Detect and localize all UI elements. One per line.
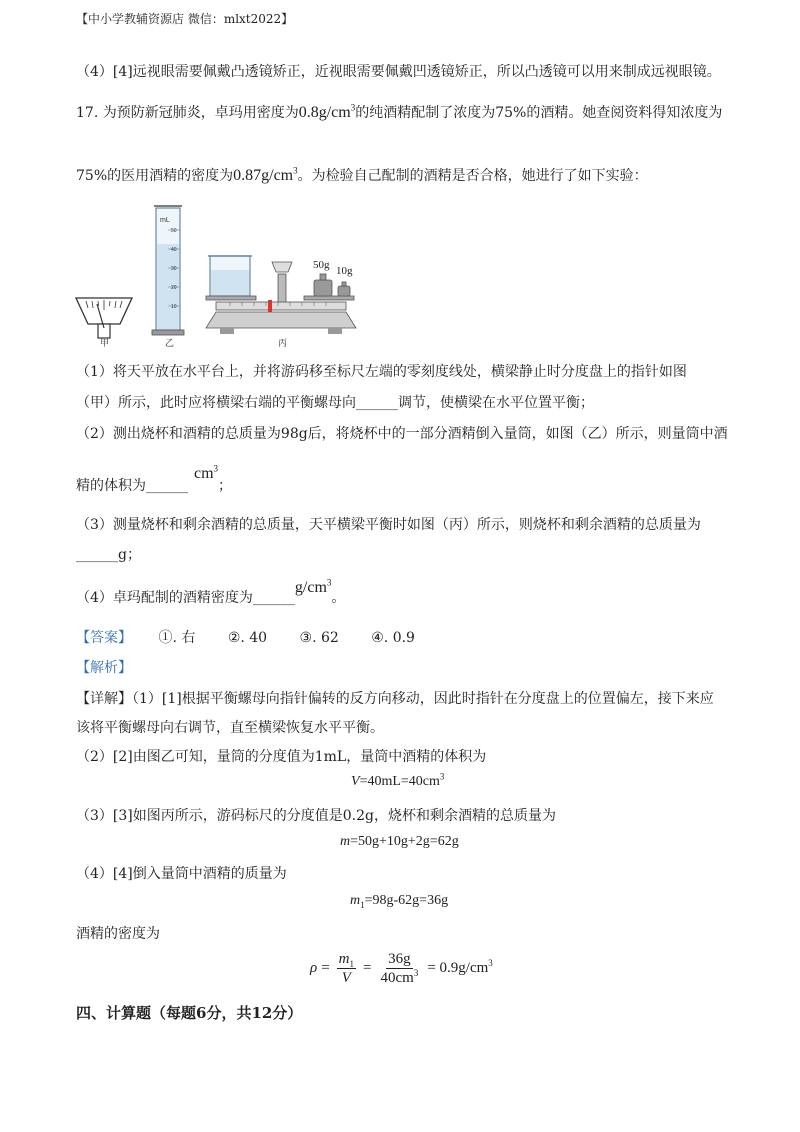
section-title: 四、计算题（每题6分，共12分） bbox=[76, 1004, 303, 1022]
cylinder-tick-30: 30 bbox=[171, 266, 177, 272]
detail-2-line: （2）[2]由图乙可知，量筒的分度值为1mL，量筒中酒精的体积为 bbox=[76, 749, 487, 765]
detail-label: 【详解】 bbox=[76, 691, 132, 707]
density-pure: $0.8g/cm^3$ bbox=[298, 102, 356, 121]
label-jia: 甲 bbox=[100, 338, 110, 348]
label-bing: 丙 bbox=[278, 338, 288, 348]
equation-volume: $V=40mL=40cm^3$ bbox=[351, 771, 445, 789]
balance-figure bbox=[206, 256, 356, 334]
analysis-label: 【解析】 bbox=[76, 660, 132, 676]
answer-item-2: ②. 40 bbox=[227, 630, 268, 646]
detail-4-line: （4）[4]倒入量筒中酒精的质量为 bbox=[76, 866, 287, 882]
header-watermark: 【中小学教辅资源店 微信：mlxt2022】 bbox=[76, 12, 294, 26]
subq3-line2: ______g； bbox=[76, 547, 141, 563]
subq4-unit: $g/cm^3$ bbox=[294, 577, 332, 596]
answer-item-1: ①. 右 bbox=[158, 630, 196, 646]
weight-10g-label: 10g bbox=[336, 265, 353, 277]
detail-line2: 该将平衡螺母向右调节，直至横梁恢复水平平衡。 bbox=[76, 720, 384, 736]
answer-item-3: ③. 62 bbox=[299, 630, 339, 646]
equation-density: ρ = $\frac{m_1}{V}$ = $\frac{36g}{40cm^3}$ = $0.9g/cm^3$ bbox=[310, 951, 493, 986]
question-line-1: 17. 为预防新冠肺炎，卓玛用密度为$0.8g/cm^3$的纯酒精配制了浓度为75%的酒精。她查阅资料得知浓度为 bbox=[76, 102, 723, 121]
subq2-line2: 精的体积为$\_\_\_\_\_\_cm^3$； bbox=[76, 463, 233, 494]
answer-item-4: ④. 0.9 bbox=[371, 630, 415, 646]
weight-50g-label: 50g bbox=[313, 259, 330, 271]
fraction-symbolic: $\frac{m_1}{V}$ bbox=[338, 951, 355, 986]
density-medical: $0.87g/cm^3$ bbox=[233, 165, 298, 184]
subq1-line1: （1）将天平放在水平台上，并将游码移至标尺左端的零刻度线处，横梁静止时分度盘上的指针如图 bbox=[76, 364, 687, 380]
rider-marker bbox=[268, 300, 272, 312]
answer-label: 【答案】 bbox=[76, 630, 132, 646]
subq2-unit: $cm^3$ bbox=[194, 463, 219, 482]
equation-mass-poured: $m_1=98g-62g=36g$ bbox=[350, 893, 449, 910]
cylinder-tick-10: 10 bbox=[171, 304, 177, 310]
detail-3-line: （3）[3]如图丙所示，游码标尺的分度值是0.2g，烧杯和剩余酒精的总质量为 bbox=[76, 808, 556, 824]
prev-answer-line: （4）[4]远视眼需要佩戴凸透镜矫正，近视眼需要佩戴凹透镜矫正，所以凸透镜可以用来制成远视眼镜。 bbox=[76, 64, 721, 80]
answer-line bbox=[76, 628, 415, 648]
density-intro: 酒精的密度为 bbox=[76, 926, 160, 942]
cylinder-tick-40: 40 bbox=[171, 247, 177, 253]
subq2-line1: （2）测出烧杯和酒精的总质量为98g后，将烧杯中的一部分酒精倒入量筒，如图（乙）所示，则量筒中酒 bbox=[76, 426, 728, 442]
label-yi: 乙 bbox=[165, 338, 175, 348]
question-line-2: 75%的医用酒精的密度为$0.87g/cm^3$。为检验自己配制的酒精是否合格，她进行了如下实验： bbox=[76, 165, 648, 184]
fraction-numeric: $\frac{36g}{40cm^3}$ bbox=[380, 951, 419, 986]
experiment-figure bbox=[70, 200, 400, 348]
cylinder-tick-20: 20 bbox=[171, 285, 177, 291]
cylinder-tick-50: 50 bbox=[171, 228, 177, 234]
detail-line1: 【详解】（1）[1]根据平衡螺母向指针偏转的反方向移动，因此时指针在分度盘上的位置偏左，接下来应 bbox=[76, 691, 714, 707]
measuring-cylinder bbox=[152, 206, 184, 335]
subq1-line2: （甲）所示，此时应将横梁右端的平衡螺母向______调节，使横梁在水平位置平衡； bbox=[76, 395, 594, 411]
subq4-line: （4）卓玛配制的酒精密度为$\_\_\_\_\_\_g/cm^3$。 bbox=[76, 577, 346, 606]
equation-mass-total: m=50g+10g+2g=62g bbox=[340, 834, 459, 849]
subq3-line1: （3）测量烧杯和剩余酒精的总质量，天平横梁平衡时如图（丙）所示，则烧杯和剩余酒精的总质量为 bbox=[76, 517, 701, 533]
cylinder-unit: mL bbox=[160, 217, 170, 224]
dial-figure-jia bbox=[76, 298, 132, 338]
